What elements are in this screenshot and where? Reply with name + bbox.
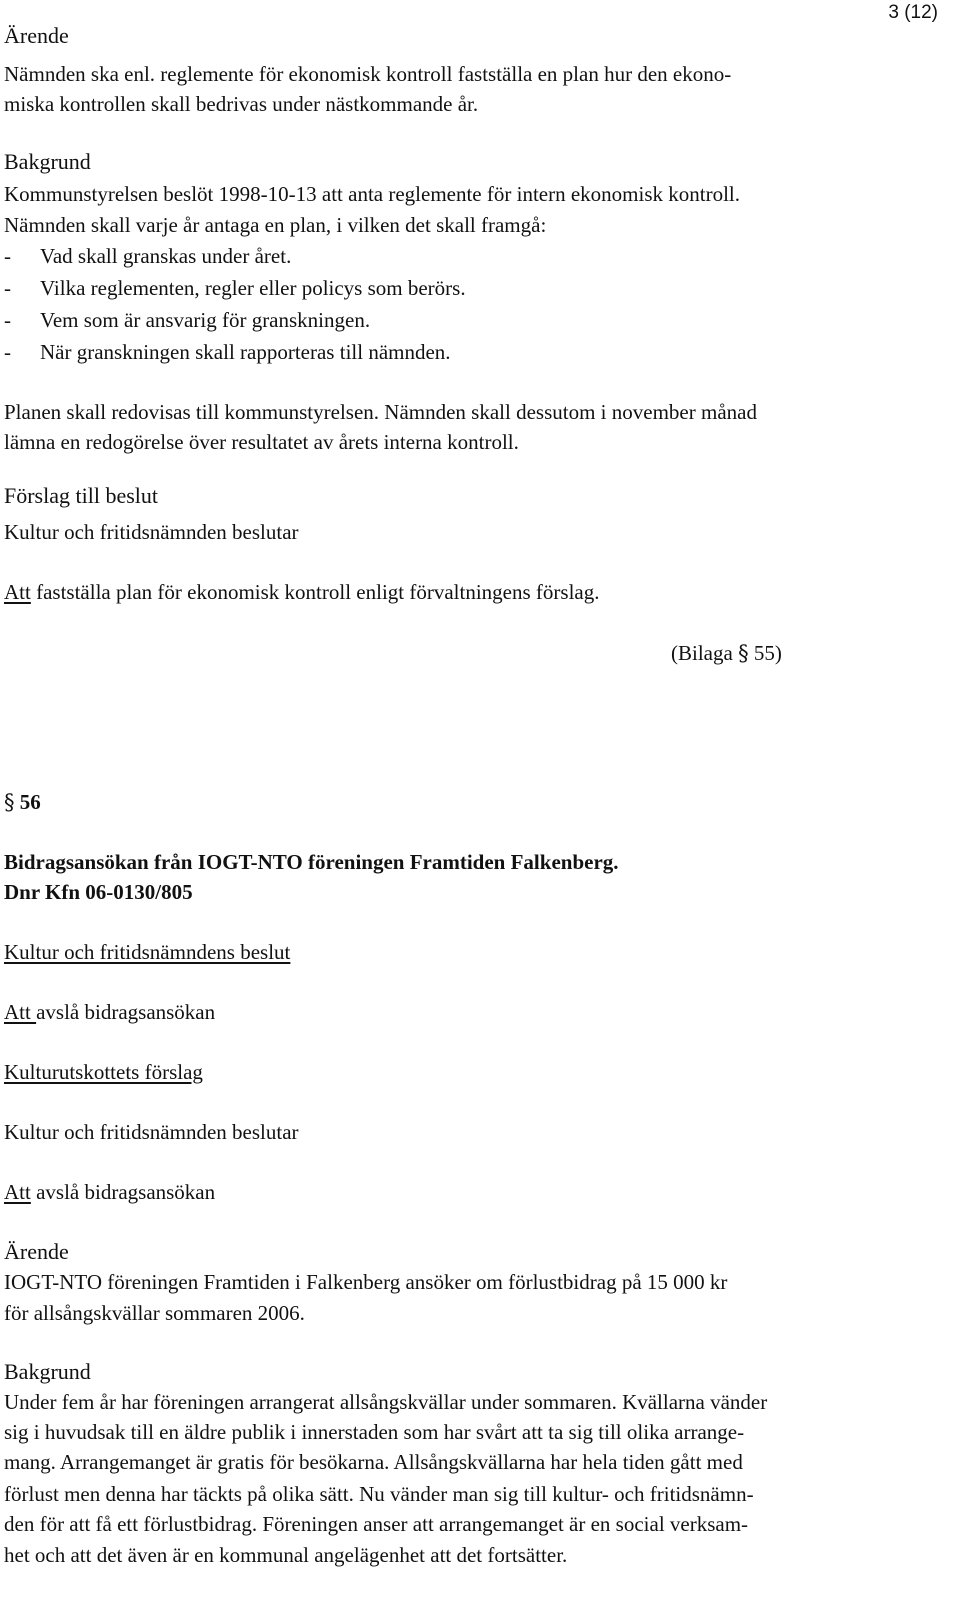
- att-word: Att: [4, 580, 31, 604]
- bullet-text: När granskningen skall rapporteras till nämnden.: [40, 340, 451, 364]
- bullet-item: [4, 272, 466, 304]
- section-title: Bidragsansökan från IOGT-NTO föreningen Framtiden Falkenberg.: [4, 850, 619, 874]
- bullet-marker: -: [4, 276, 11, 300]
- arende-text-line: miska kontrollen skall bedrivas under nästkommande år.: [4, 92, 479, 116]
- section-sign: §: [4, 790, 15, 814]
- bilaga-number: 55): [748, 641, 782, 665]
- forslag-heading: Förslag till beslut: [4, 483, 158, 508]
- bakgrund-text-line: mang. Arrangemanget är gratis för besökarna. Allsångskvällarna har hela tiden gått med: [4, 1450, 743, 1474]
- bullet-marker: -: [4, 244, 11, 268]
- bakgrund-text-line: het och att det även är en kommunal angelägenhet att det fortsätter.: [4, 1543, 568, 1567]
- beslut-heading: Kultur och fritidsnämndens beslut: [4, 940, 291, 964]
- page-number: 3 (12): [888, 2, 938, 23]
- bakgrund-text-line: Nämnden skall varje år antaga en plan, i vilken det skall framgå:: [4, 213, 547, 237]
- section-number: 56: [19, 790, 41, 814]
- att-text: fastställa plan för ekonomisk kontroll enligt förvaltningens förslag.: [30, 580, 600, 604]
- dnr-number: Dnr Kfn 06-0130/805: [4, 880, 193, 904]
- att-decision: [4, 1176, 215, 1208]
- plan-text-line: Planen skall redovisas till kommunstyrelsen. Nämnden skall dessutom i november månad: [4, 400, 757, 424]
- arende-text-line: Nämnden ska enl. reglemente för ekonomisk kontroll fastställa en plan hur den ekono-: [4, 62, 732, 86]
- att-text: avslå bidragsansökan: [36, 1000, 216, 1024]
- arende-text-line: IOGT-NTO föreningen Framtiden i Falkenberg ansöker om förlustbidrag på 15 000 kr: [4, 1270, 728, 1294]
- att-decision: [4, 996, 215, 1028]
- bakgrund-text-line: Kommunstyrelsen beslöt 1998-10-13 att anta reglemente för intern ekonomisk kontroll.: [4, 182, 741, 206]
- att-word: Att: [4, 1180, 31, 1204]
- bullet-marker: -: [4, 340, 11, 364]
- bullet-marker: -: [4, 308, 11, 332]
- att-word: Att: [4, 1000, 37, 1024]
- bakgrund-text-line: den för att få ett förlustbidrag. Föreningen anser att arrangemanget är en social verksam-: [4, 1512, 749, 1536]
- beslutar-text: Kultur och fritidsnämnden beslutar: [4, 1120, 299, 1144]
- bakgrund-text-line: sig i huvudsak till en äldre publik i innerstaden som har svårt att ta sig till olika arrange-: [4, 1420, 745, 1444]
- arende-heading: Ärende: [4, 1239, 69, 1264]
- bullet-text: Vem som är ansvarig för granskningen.: [40, 308, 371, 332]
- arende-text-line: för allsångskvällar sommaren 2006.: [4, 1301, 305, 1325]
- att-text: avslå bidragsansökan: [30, 1180, 216, 1204]
- section-heading: [4, 786, 41, 818]
- bakgrund-heading: Bakgrund: [4, 149, 91, 174]
- bilaga-reference: [671, 637, 782, 669]
- kulturutskott-forslag-heading: Kulturutskottets förslag: [4, 1060, 203, 1084]
- bakgrund-text-line: Under fem år har föreningen arrangerat allsångskvällar under sommaren. Kvällarna vänder: [4, 1390, 768, 1414]
- bullet-item: [4, 336, 451, 368]
- bullet-text: Vilka reglementen, regler eller policys som berörs.: [40, 276, 466, 300]
- att-decision: [4, 576, 599, 608]
- bakgrund-heading: Bakgrund: [4, 1359, 91, 1384]
- arende-heading: Ärende: [4, 23, 69, 48]
- bakgrund-text-line: förlust men denna har täckts på olika sätt. Nu vänder man sig till kultur- och fritidsnämn-: [4, 1482, 754, 1506]
- section-sign: §: [738, 641, 749, 665]
- beslutar-text: Kultur och fritidsnämnden beslutar: [4, 520, 299, 544]
- bullet-item: [4, 304, 370, 336]
- bullet-item: [4, 240, 291, 272]
- plan-text-line: lämna en redogörelse över resultatet av årets interna kontroll.: [4, 430, 519, 454]
- bullet-text: Vad skall granskas under året.: [40, 244, 292, 268]
- bilaga-prefix: (Bilaga: [671, 641, 739, 665]
